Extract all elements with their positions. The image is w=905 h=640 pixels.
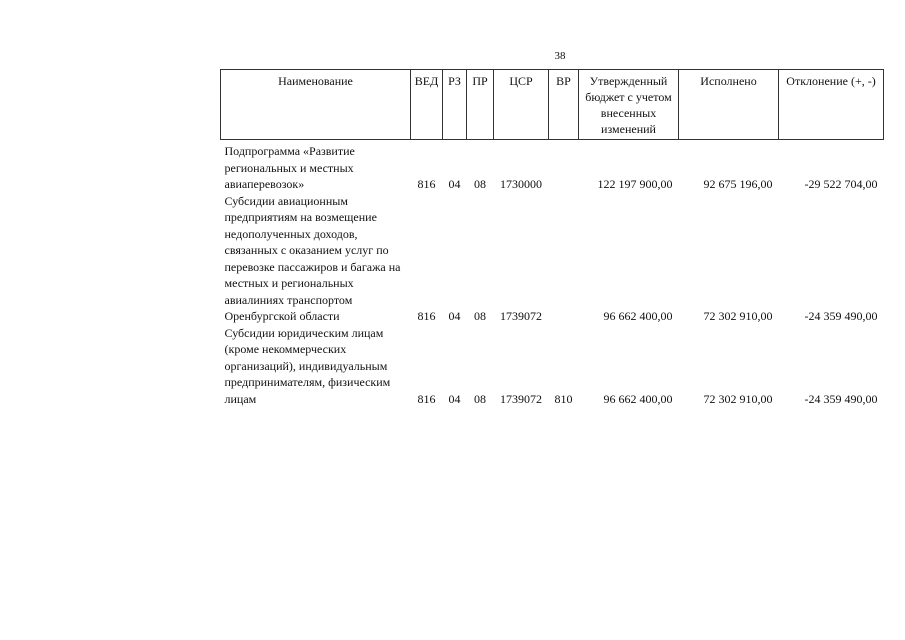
- row-ved: 816: [417, 391, 436, 406]
- header-csr: ЦСР: [494, 70, 549, 140]
- header-approved: Утвержденный бюджет с учетом внесенных изменений: [579, 70, 679, 140]
- row-csr: 1739072: [500, 309, 542, 323]
- table-header: [221, 70, 884, 140]
- row-ved: 816: [417, 309, 436, 323]
- header-pr: ПР: [467, 70, 494, 140]
- table-body: [221, 140, 884, 408]
- row-executed: 72 302 910,00: [703, 309, 773, 323]
- header-vr: ВР: [549, 70, 579, 140]
- table-row: [221, 325, 884, 408]
- page-number: 38: [554, 50, 566, 62]
- row-pr: 08: [474, 391, 486, 406]
- row-executed: 92 675 196,00: [703, 177, 773, 191]
- row-executed: 72 302 910,00: [703, 391, 773, 406]
- row-ved: 816: [417, 177, 436, 191]
- header-name: Наименование: [221, 70, 411, 140]
- budget-table: [220, 69, 884, 407]
- header-rz: РЗ: [443, 70, 467, 140]
- row-deviation: -24 359 490,00: [804, 309, 878, 323]
- row-deviation: -24 359 490,00: [804, 391, 878, 406]
- row-deviation: -29 522 704,00: [804, 177, 878, 191]
- row-name: Подпрограмма «Развитие региональных и местных авиаперевозок»: [224, 144, 355, 191]
- table-row: [221, 193, 884, 325]
- row-pr: 08: [474, 309, 486, 323]
- row-vr: [549, 140, 579, 193]
- header-executed: Исполнено: [679, 70, 779, 140]
- row-approved: 122 197 900,00: [597, 177, 673, 191]
- row-approved: 96 662 400,00: [603, 391, 673, 406]
- row-name: Субсидии юридическим лицам (кроме некоммерческих организаций), индивидуальным предпринимателям, физическим лицам: [224, 325, 391, 406]
- header-ved: ВЕД: [411, 70, 443, 140]
- row-approved: 96 662 400,00: [603, 309, 673, 323]
- row-rz: 04: [448, 309, 461, 323]
- row-name: Субсидии авиационным предприятиям на возмещение недополученных доходов, связанных с оказанием услуг по перевозке пассажиров и багажа на местных и региональных авиалиниях транспортом Оренбургской области: [224, 193, 401, 323]
- row-rz: 04: [448, 391, 461, 406]
- header-deviation: Отклонение (+, -): [779, 70, 884, 140]
- row-csr: 1730000: [500, 177, 542, 191]
- table-row: [221, 140, 884, 193]
- row-rz: 04: [448, 177, 461, 191]
- row-pr: 08: [474, 177, 486, 191]
- header-row: [221, 70, 884, 140]
- row-csr: 1739072: [500, 391, 542, 406]
- row-vr: [549, 193, 579, 325]
- row-vr: 810: [554, 391, 573, 406]
